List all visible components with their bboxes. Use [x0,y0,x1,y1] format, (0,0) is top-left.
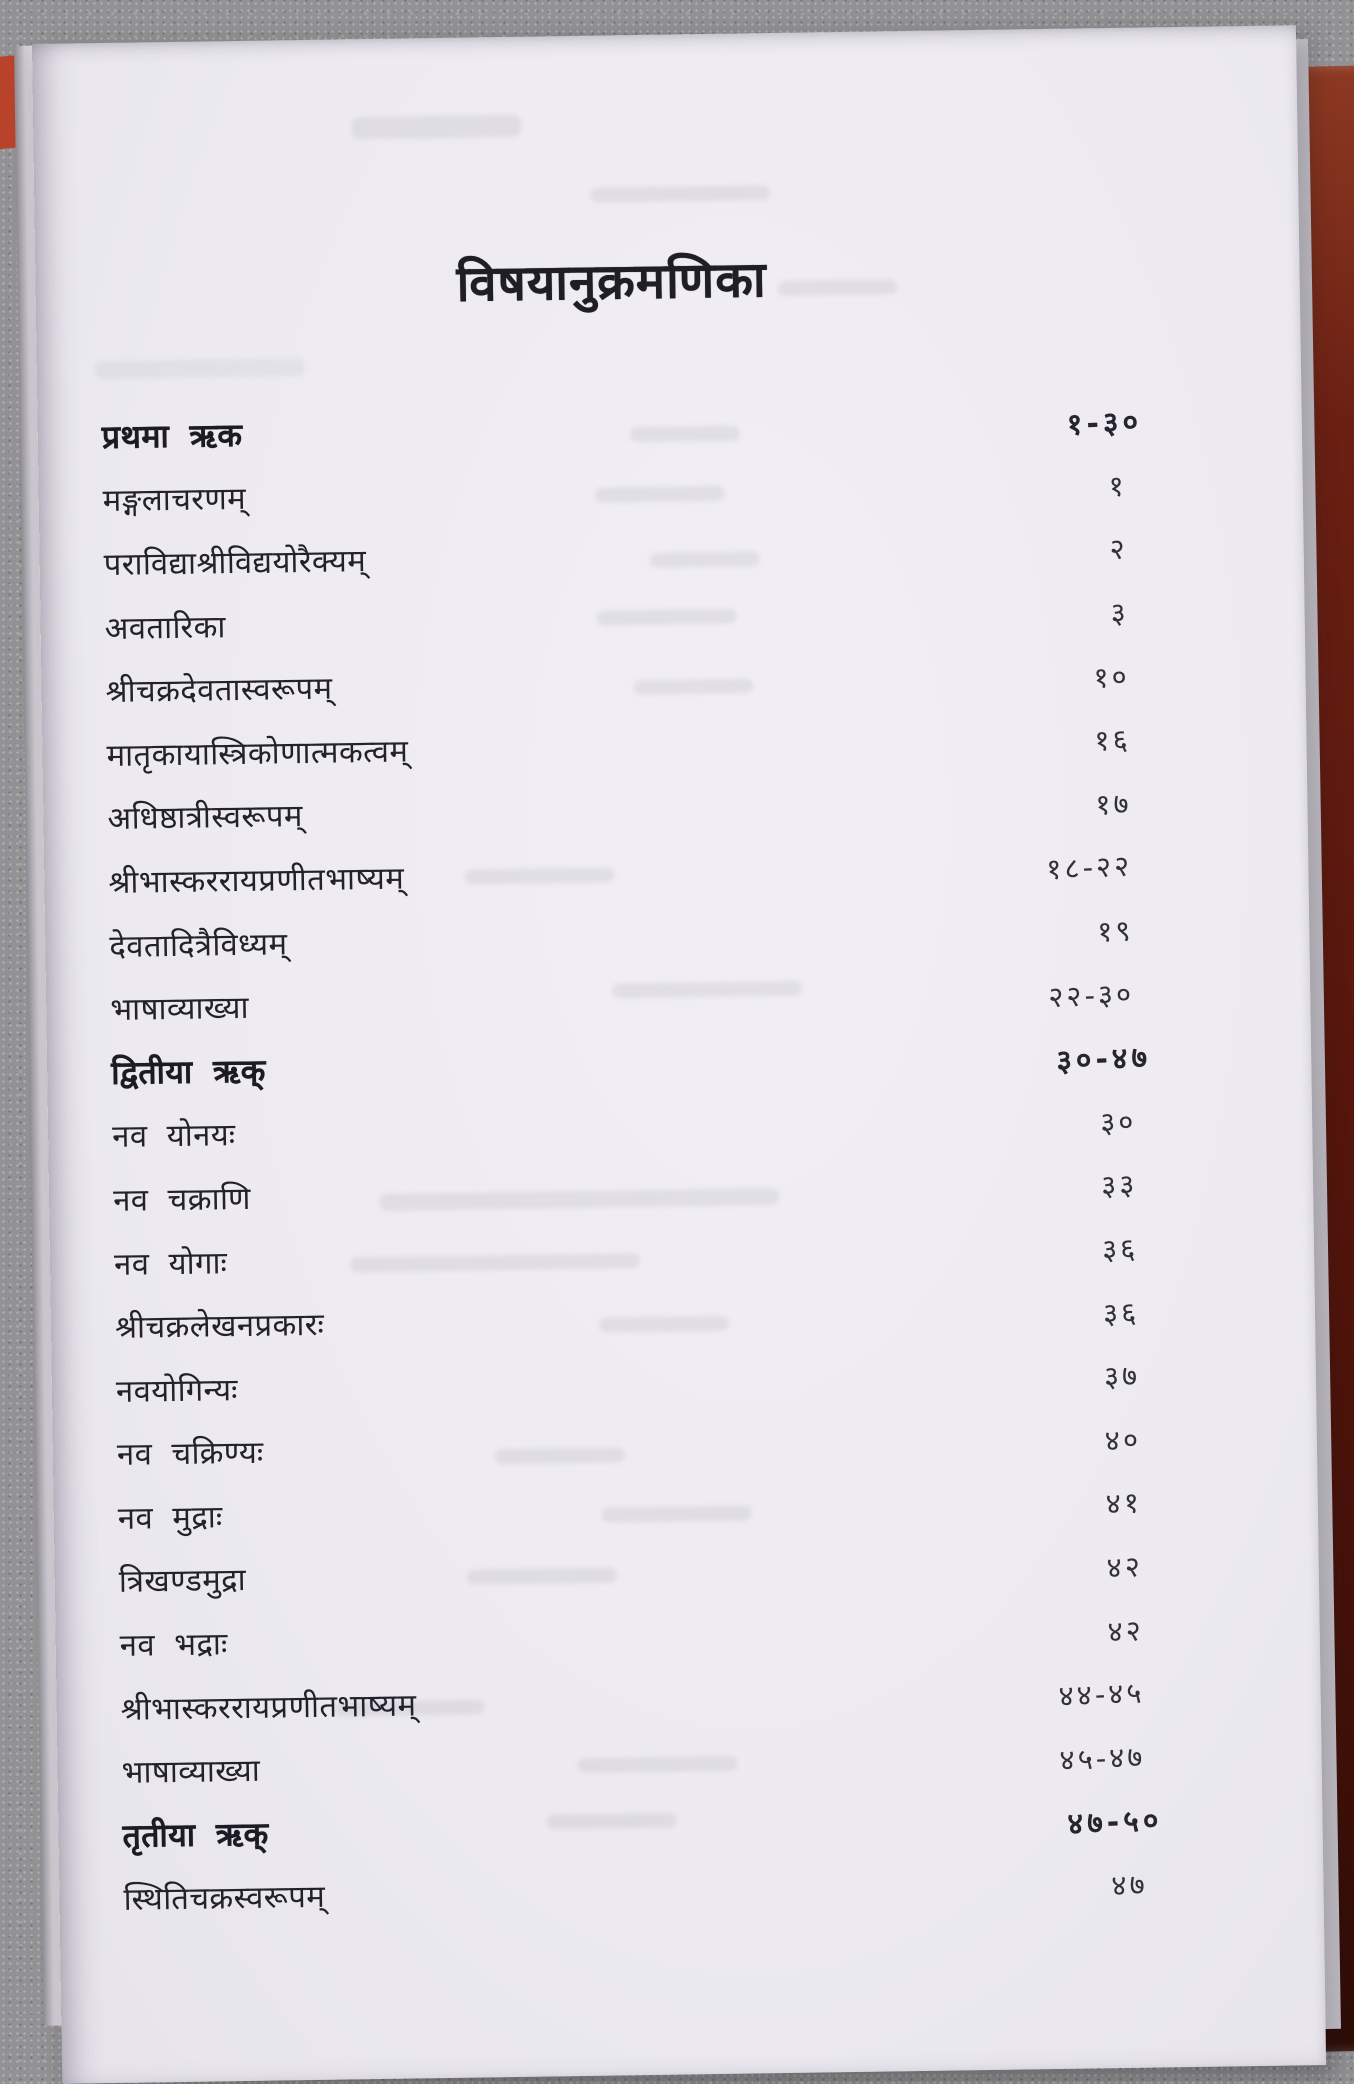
toc-entry-pages: १६ [1093,722,1132,759]
toc-entry-label: नव योगाः [113,1244,228,1283]
toc-entry-pages: १० [1092,658,1131,695]
toc-entry-pages: ३७ [1103,1358,1141,1394]
toc-entry-label: तृतीया ऋक् [122,1815,269,1856]
toc-entry-label: नवयोगिन्यः [115,1371,238,1410]
toc-entry-label: श्रीचक्रलेखनप्रकारः [114,1306,325,1347]
toc-entry-pages: ३० [1099,1104,1137,1140]
toc-entry-pages: ४२ [1106,1612,1145,1649]
toc-entry-pages: ३ [1109,595,1130,631]
toc-entry-pages: ३६ [1102,1294,1140,1331]
toc-entry-label: भाषाव्याख्या [110,990,250,1029]
toc-entry-label: अवतारिका [104,608,227,647]
toc-entry-pages: ३०-४७ [1055,1040,1152,1080]
toc-entry-label: श्रीभास्कररायप्रणीतभाष्यम् [120,1687,417,1728]
toc-entry-label: देवतादित्रैविध्यम् [109,925,288,965]
toc-entry-label: प्रथमा ऋक [101,416,243,457]
toc-entry-pages: १९ [1096,913,1135,949]
toc-entry-label: मातृकायास्त्रिकोणात्मकत्वम् [106,733,409,774]
toc-entry-label: नव चक्राणि [112,1180,252,1219]
toc-entry-label: भाषाव्याख्या [121,1753,261,1792]
toc-entry-label: नव योनयः [111,1117,236,1156]
toc-entry-pages: ३३ [1100,1167,1138,1204]
page-content [96,28,1164,1931]
toc-entry-label: द्वितीया ऋक् [110,1051,267,1093]
toc-entry-pages: २ [1108,532,1129,567]
toc-entry-label: श्रीभास्कररायप्रणीतभाष्यम् [108,860,405,901]
toc-entry-pages: १ [1107,468,1128,504]
toc-entry-pages: ४७ [1110,1867,1149,1903]
toc-list [101,390,1164,1931]
toc-entry-pages: ४० [1103,1422,1142,1458]
toc-entry-label: नव भद्राः [119,1626,228,1664]
toc-entry-pages: ४५-४७ [1059,1739,1147,1777]
toc-entry-pages: १-३० [1065,404,1143,444]
book-page [32,25,1326,2084]
toc-entry-pages: १८-२२ [1045,849,1134,887]
toc-entry-label: त्रिखण्डमुद्रा [118,1562,247,1601]
toc-entry-pages: १७ [1094,786,1133,822]
toc-entry-pages: ३६ [1101,1231,1139,1267]
toc-entry-pages: ४४-४५ [1058,1675,1146,1714]
toc-entry-label: मङ्गलाचरणम् [102,481,247,520]
toc-entry-label: नव मुद्राः [117,1499,223,1537]
toc-entry-label: श्रीचक्रदेवतास्वरूपम् [105,670,333,711]
toc-entry-pages: ४१ [1104,1485,1143,1522]
toc-entry-label: नव चक्रिण्यः [116,1435,264,1474]
toc-entry-label: पराविद्याश्रीविद्ययोरैक्यम् [103,543,367,583]
toc-entry-pages: २२-३० [1047,976,1135,1014]
toc-entry-label: अधिष्ठात्रीस्वरूपम् [107,798,304,838]
toc-entry-pages: ४७-५० [1067,1803,1164,1843]
toc-entry-label: स्थितिचक्रस्वरूपम् [123,1879,326,1919]
page-title: विषयानुक्रमणिका [456,251,767,313]
toc-entry-pages: ४२ [1105,1549,1144,1585]
